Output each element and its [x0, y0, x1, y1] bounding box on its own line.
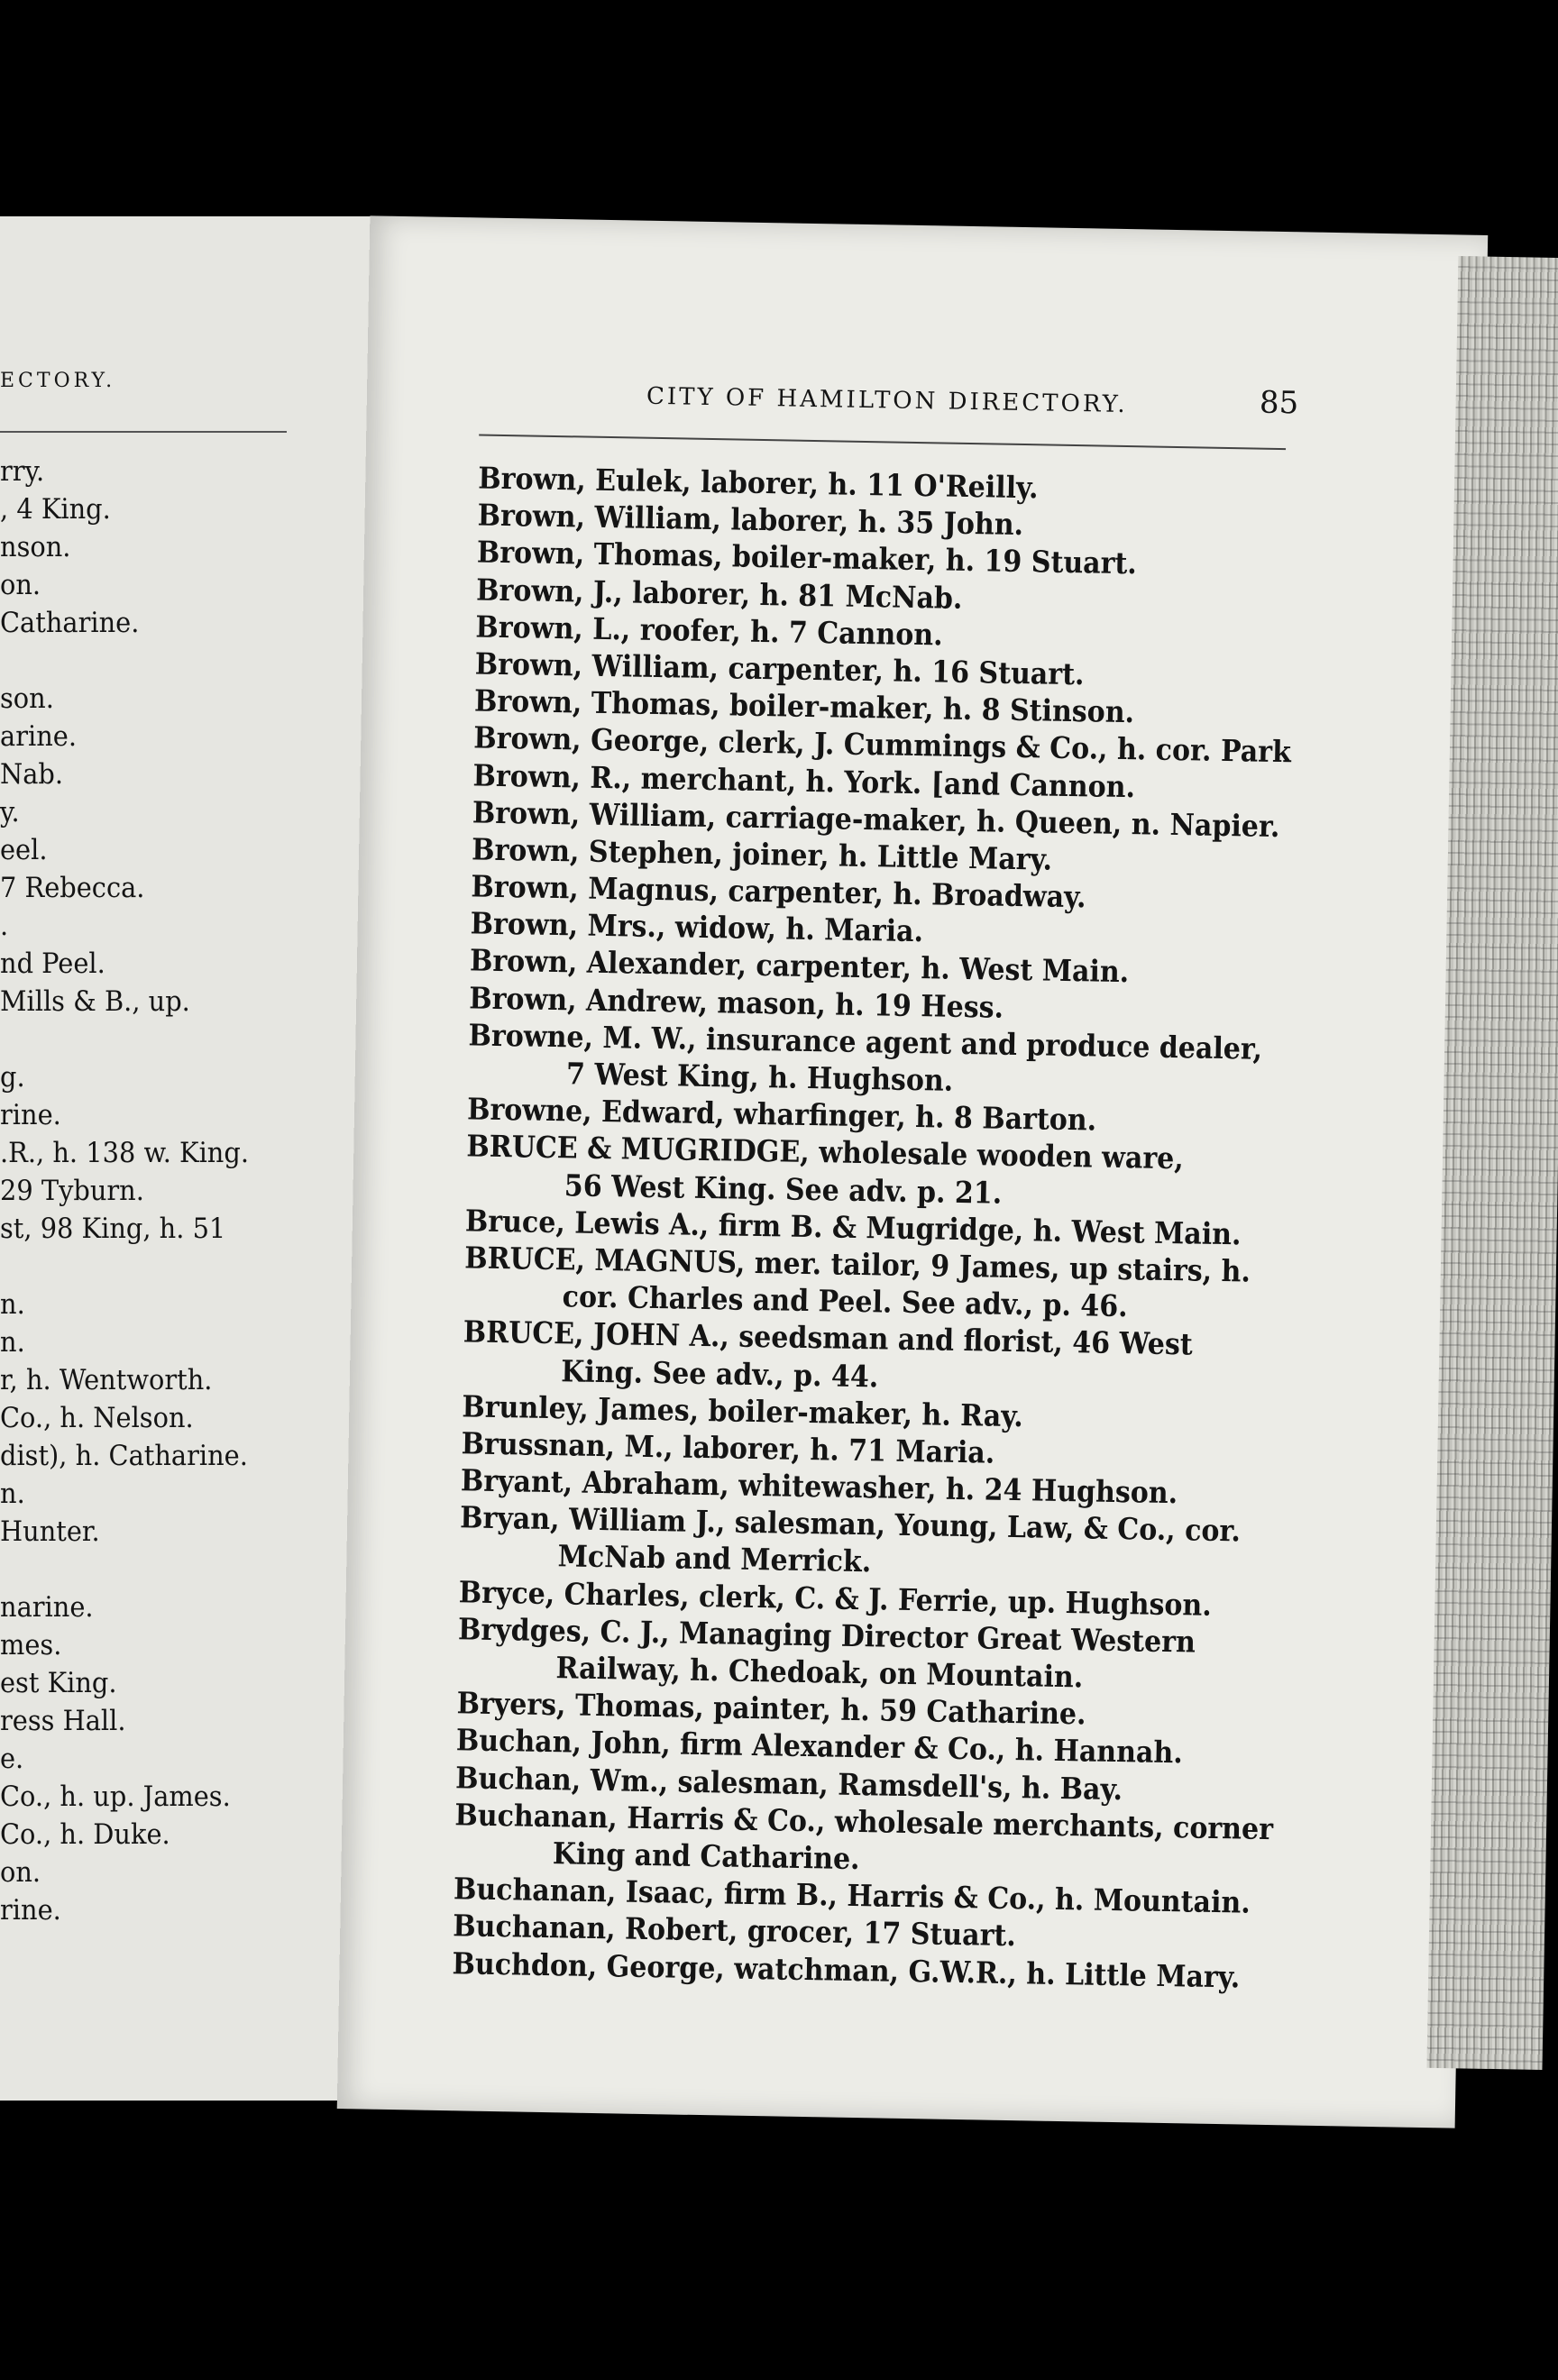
- left-page-line: Nab.: [0, 758, 64, 791]
- left-page-line: n.: [0, 1326, 25, 1359]
- directory-entry-continuation: McNab and Merrick.: [557, 1538, 872, 1579]
- directory-entry-line: Brown, William, carpenter, h. 16 Stuart.: [474, 645, 1085, 692]
- directory-entries: [452, 459, 1379, 1997]
- directory-entry-line: Bryce, Charles, clerk, C. & J. Ferrie, up. Hughson.: [458, 1573, 1213, 1623]
- directory-entry-line: Brown, Magnus, carpenter, h. Broadway.: [471, 868, 1086, 915]
- directory-entry-line: BRUCE, JOHN A., seedsman and florist, 46 West: [463, 1314, 1194, 1362]
- directory-entry-line: Bruce, Lewis A., firm B. & Mugridge, h. West Main.: [464, 1203, 1242, 1252]
- left-page-line: mes.: [0, 1629, 62, 1661]
- directory-entry-line: BRUCE, MAGNUS, mer. tailor, 9 James, up stairs, h.: [463, 1240, 1251, 1289]
- left-page-line: .: [0, 910, 9, 942]
- left-page-line: .R., h. 138 w. King.: [0, 1137, 249, 1169]
- page-title: CITY OF HAMILTON DIRECTORY.: [646, 382, 1128, 419]
- left-page-line: Mills & B., up.: [0, 985, 190, 1018]
- directory-entry-line: Brown, Stephen, joiner, h. Little Mary.: [471, 831, 1053, 877]
- left-page-line: [0, 642, 345, 680]
- directory-entry-line: Buchanan, Isaac, firm B., Harris & Co., h. Mountain.: [453, 1871, 1251, 1920]
- left-page-line: on.: [0, 1856, 41, 1889]
- directory-entry-line: Brown, Alexander, carpenter, h. West Main.: [469, 942, 1130, 990]
- left-page-line: [0, 1248, 345, 1286]
- left-page-line: Co., h. Duke.: [0, 1818, 170, 1851]
- left-page-line: est King.: [0, 1667, 117, 1699]
- directory-entry-continuation: Railway, h. Chedoak, on Mountain.: [555, 1650, 1084, 1695]
- left-page-line: dist), h. Catharine.: [0, 1440, 248, 1472]
- directory-entry-line: Buchanan, Robert, grocer, 17 Stuart.: [452, 1908, 1017, 1954]
- left-page-line: ress Hall.: [0, 1705, 126, 1737]
- left-page-line: st, 98 King, h. 51: [0, 1213, 226, 1245]
- directory-entry-line: Brown, William, laborer, h. 35 John.: [477, 497, 1024, 543]
- left-page-line: son.: [0, 682, 54, 715]
- directory-entry-line: Buchan, Wm., salesman, Ramsdell's, h. Bay.: [454, 1759, 1123, 1807]
- directory-entry-line: Brown, Thomas, boiler-maker, h. 8 Stinson.: [473, 682, 1135, 730]
- directory-entry-line: Brussnan, M., laborer, h. 71 Maria.: [461, 1425, 995, 1470]
- directory-entry-line: Brown, William, carriage-maker, h. Queen, n. Napier.: [472, 794, 1280, 844]
- header-rule: [479, 434, 1286, 450]
- page-number: 85: [1259, 384, 1299, 422]
- left-page-line: y.: [0, 796, 20, 828]
- left-page-line: e.: [0, 1743, 24, 1775]
- left-page-line: on.: [0, 569, 41, 601]
- directory-entry-line: Browne, M. W., insurance agent and produce dealer,: [468, 1017, 1263, 1066]
- left-page-line: rry.: [0, 455, 45, 488]
- left-page-lines: [0, 453, 371, 1929]
- directory-entry-line: Brunley, James, boiler-maker, h. Ray.: [462, 1388, 1024, 1433]
- left-page-line: g.: [0, 1061, 25, 1094]
- left-page-line: [0, 1021, 345, 1058]
- left-page-line: eel.: [0, 834, 48, 866]
- left-page-line: , 4 King.: [0, 493, 111, 526]
- right-page: [337, 215, 1488, 2128]
- left-page-line: Co., h. up. James.: [0, 1780, 231, 1813]
- directory-entry-continuation: cor. Charles and Peel. See adv., p. 46.: [562, 1278, 1128, 1324]
- left-page-line: Hunter.: [0, 1515, 100, 1548]
- directory-entry-line: Brown, Andrew, mason, h. 19 Hess.: [468, 980, 1004, 1025]
- directory-entry-line: Buchanan, Harris & Co., wholesale merchants, corner: [454, 1797, 1274, 1846]
- left-page-line: r, h. Wentworth.: [0, 1364, 213, 1396]
- left-page-line: narine.: [0, 1591, 94, 1624]
- directory-entry-line: Brown, Thomas, boiler-maker, h. 19 Stuart.: [476, 534, 1138, 581]
- directory-entry-line: Brown, Mrs., widow, h. Maria.: [470, 905, 924, 949]
- directory-entry-line: Browne, Edward, wharfinger, h. 8 Barton.: [466, 1091, 1097, 1138]
- left-page-line: n.: [0, 1288, 25, 1321]
- directory-entry-line: Brown, L., roofer, h. 7 Cannon.: [475, 609, 943, 653]
- directory-entry-line: Buchan, John, firm Alexander & Co., h. Hannah.: [455, 1722, 1184, 1771]
- directory-entry-line: Bryers, Thomas, painter, h. 59 Catharine.: [456, 1685, 1086, 1732]
- directory-entry-line: Brown, Eulek, laborer, h. 11 O'Reilly.: [478, 460, 1039, 506]
- left-page-line: n.: [0, 1478, 25, 1510]
- left-page-line: rine.: [0, 1099, 61, 1131]
- directory-entry-continuation: King and Catharine.: [552, 1835, 860, 1877]
- directory-entry-line: BRUCE & MUGRIDGE, wholesale wooden ware,: [466, 1128, 1185, 1176]
- directory-entry-line: Brydges, C. J., Managing Director Great Western: [457, 1611, 1196, 1660]
- directory-entry-continuation: 56 West King. See adv. p. 21.: [564, 1167, 1003, 1211]
- directory-entry-line: Bryan, William J., salesman, Young, Law, & Co., cor.: [459, 1499, 1242, 1549]
- left-page-line: nson.: [0, 531, 71, 563]
- left-page-line: 29 Tyburn.: [0, 1175, 144, 1207]
- directory-entry-continuation: 7 West King, h. Hughson.: [565, 1056, 954, 1098]
- left-page-line: nd Peel.: [0, 947, 105, 980]
- directory-entry-line: Buchdon, George, watchman, G.W.R., h. Little Mary.: [452, 1945, 1241, 1994]
- directory-entry-line: Brown, J., laborer, h. 81 McNab.: [475, 572, 963, 616]
- directory-entry-line: Brown, R., merchant, h. York. [and Cannon.: [472, 756, 1136, 804]
- left-page-rule: [0, 431, 287, 433]
- left-page-line: arine.: [0, 720, 77, 753]
- left-page-line: 7 Rebecca.: [0, 872, 145, 904]
- directory-entry-line: Brown, George, clerk, J. Cummings & Co., h. cor. Park: [472, 719, 1292, 770]
- left-page-line: Co., h. Nelson.: [0, 1402, 194, 1434]
- left-page-header: ECTORY.: [0, 370, 116, 392]
- directory-entry-continuation: King. See adv., p. 44.: [560, 1352, 879, 1394]
- left-page: [0, 216, 371, 2101]
- left-page-line: Catharine.: [0, 607, 140, 639]
- left-page-line: rine.: [0, 1894, 61, 1927]
- directory-entry-line: Bryant, Abraham, whitewasher, h. 24 Hughson.: [460, 1462, 1178, 1511]
- left-page-line: [0, 1551, 345, 1588]
